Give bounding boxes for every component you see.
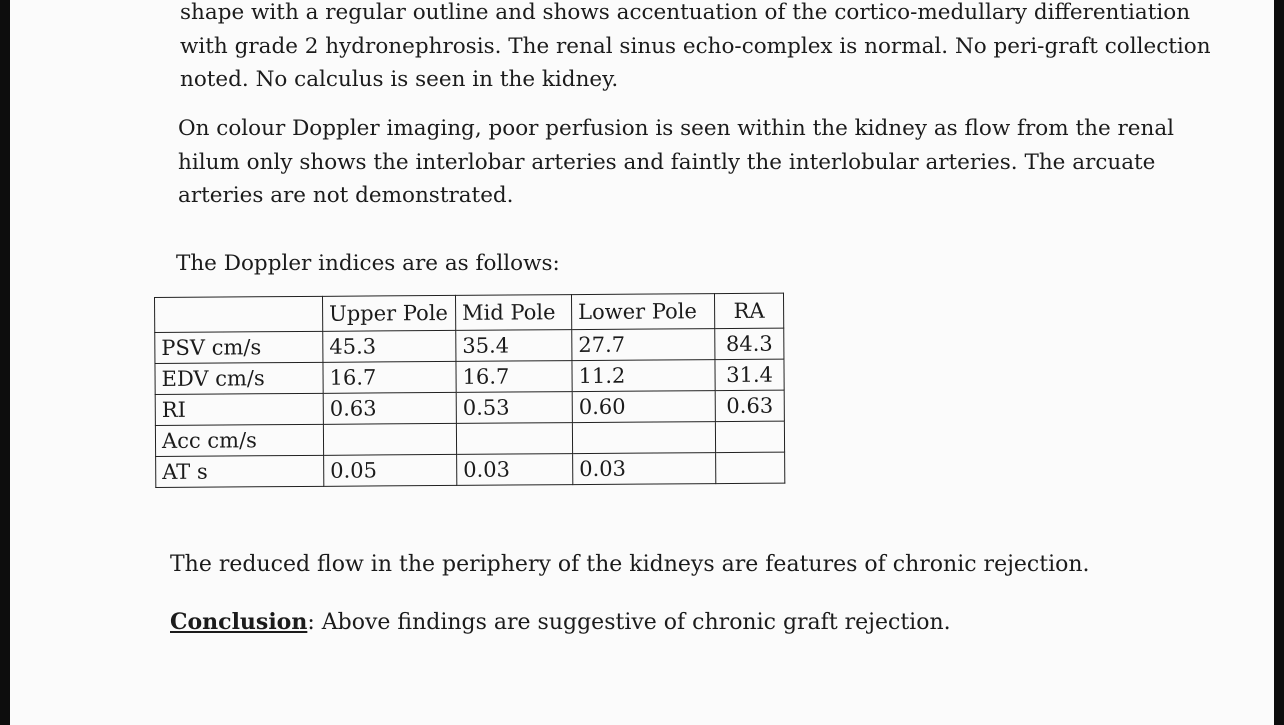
text-line: shape with a regular outline and shows accentuation of the cortico-medullary differentiation — [180, 0, 1191, 25]
table-row — [155, 328, 784, 363]
table-cell — [323, 423, 456, 455]
table-header-cell: Lower Pole — [571, 294, 714, 330]
table-row — [156, 452, 785, 487]
doppler-indices-table — [154, 293, 785, 488]
table-cell: 16.7 — [323, 361, 456, 393]
table-cell: 0.05 — [324, 454, 457, 486]
table-row — [155, 359, 784, 394]
conclusion-label: Conclusion — [170, 609, 308, 635]
conclusion-text: : Above findings are suggestive of chronic graft rejection. — [307, 610, 951, 635]
table-cell: Acc cm/s — [155, 424, 323, 456]
text-line: On colour Doppler imaging, poor perfusion is seen within the kidney as flow from the renal — [178, 116, 1175, 141]
text-line — [170, 606, 951, 640]
table-cell: 0.60 — [572, 391, 715, 423]
table-header-row — [155, 293, 784, 332]
text-line: arteries are not demonstrated. — [178, 183, 514, 208]
text-line: with grade 2 hydronephrosis. The renal sinus echo-complex is normal. No peri-graft collection — [180, 33, 1211, 59]
table-cell: 84.3 — [715, 328, 784, 359]
table-cell: 31.4 — [715, 359, 784, 390]
table-cell: PSV cm/s — [155, 331, 323, 363]
table-header-cell: Upper Pole — [322, 295, 455, 331]
table-cell: EDV cm/s — [155, 362, 323, 394]
table-cell: 0.63 — [715, 390, 784, 421]
table-cell: 16.7 — [456, 361, 572, 393]
paragraph-kidney-findings — [180, 0, 1211, 97]
table-cell: 27.7 — [572, 329, 715, 361]
table-cell: RI — [155, 393, 323, 425]
table-cell: 0.03 — [457, 454, 573, 486]
table-cell: 0.03 — [573, 453, 716, 485]
paragraph-conclusion — [170, 606, 951, 640]
text-line: The reduced flow in the periphery of the kidneys are features of chronic rejection. — [170, 552, 1090, 577]
paragraph-doppler-indices-intro — [176, 247, 560, 281]
paragraph-doppler-imaging — [178, 112, 1174, 213]
table-cell — [572, 422, 715, 454]
table-header-cell: RA — [714, 293, 783, 328]
table-cell — [716, 452, 785, 483]
table-cell — [456, 423, 572, 455]
table-header-cell: Mid Pole — [455, 295, 571, 331]
text-line: hilum only shows the interlobar arteries and faintly the interlobular arteries. The arcuate — [178, 149, 1156, 175]
text-line: noted. No calculus is seen in the kidney. — [180, 67, 619, 92]
paragraph-reduced-flow — [170, 548, 1090, 582]
table-cell: 35.4 — [456, 330, 572, 362]
table-row — [155, 390, 784, 425]
table-header-cell — [155, 296, 323, 332]
table-row — [155, 421, 784, 456]
table-cell — [715, 421, 784, 452]
text-line: The Doppler indices are as follows: — [176, 251, 560, 276]
table-cell: 0.53 — [456, 392, 572, 424]
table-cell: 11.2 — [572, 360, 715, 392]
table-cell: 45.3 — [323, 330, 456, 362]
document-page — [10, 0, 1274, 725]
table-cell: 0.63 — [323, 392, 456, 424]
table-cell: AT s — [156, 455, 324, 487]
